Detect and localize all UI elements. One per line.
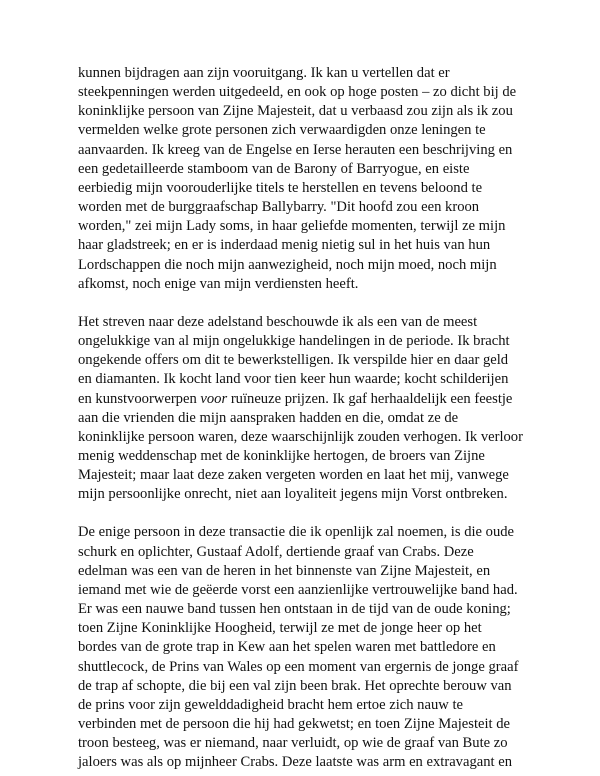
- text-line: koninklijke persoon waren, deze waarschijnlijk zouden verhogen. Ik verloor: [78, 428, 523, 445]
- paragraph-1: [78, 64, 530, 294]
- text-line: koninklijke persoon van Zijne Majesteit, dat u verbaasd zou zijn als ik zou: [78, 103, 513, 120]
- text-line: edelman was een van de heren in het binnenste van Zijne Majesteit, en: [78, 562, 491, 579]
- text-line: verbinden met de persoon die hij had gekwetst; en toen Zijne Majesteit de: [78, 716, 511, 732]
- text-line: mijn persoonlijke onrecht, niet aan loyaliteit jegens mijn Vorst ontbreken.: [78, 486, 508, 503]
- document-page: [78, 64, 530, 772]
- text-segment: en kunstvoorwerpen: [78, 390, 201, 407]
- text-line: haar gladstreek; en er is inderdaad menig nietig sul in het huis van hun: [78, 237, 491, 254]
- emphasis-text: voor: [200, 390, 228, 407]
- text-line-with-emphasis: [78, 390, 530, 409]
- text-line: iemand met wie de geëerde vorst een aanzienlijke vertrouwelijke band had.: [78, 581, 518, 598]
- text-segment: ruïneuze prijzen. Ik gaf herhaaldelijk een feestje: [227, 390, 513, 407]
- text-line: ongelukkige van al mijn ongelukkige handelingen in de periode. Ik bracht: [78, 333, 510, 350]
- text-line: afkomst, noch enige van mijn verdiensten heeft.: [78, 275, 359, 292]
- text-line: toen Zijne Koninklijke Hoogheid, terwijl ze met de jonge heer op het: [78, 620, 482, 637]
- text-line: vermelden welke grote personen zich verwaardigden onze leningen te: [78, 122, 486, 139]
- text-line: bordes van de grote trap in Kew aan het spelen waren met battledore en: [78, 639, 496, 656]
- text-line: shuttlecock, de Prins van Wales op een moment van ergernis de jonge graaf: [78, 658, 519, 675]
- text-line: en diamanten. Ik kocht land voor tien keer hun waarde; kocht schilderijen: [78, 371, 509, 388]
- text-line: kunnen bijdragen aan zijn vooruitgang. Ik kan u vertellen dat er: [78, 65, 450, 81]
- text-line: de prins voor zijn gewelddadigheid bracht hem ertoe zich nauw te: [78, 696, 463, 713]
- text-line: jaloers was als op mijnheer Crabs. Deze laatste was arm en extravagant en: [78, 754, 512, 771]
- text-line: menig weddenschap met de koninklijke hertogen, de broers van Zijne: [78, 447, 485, 464]
- text-line: Er was een nauwe band tussen hen ontstaan in de tijd van de oude koning;: [78, 601, 511, 618]
- text-line: de trap af schopte, die bij een val zijn been brak. Het oprechte berouw van: [78, 677, 512, 694]
- text-line: Het streven naar deze adelstand beschouwde ik als een van de meest: [78, 313, 478, 330]
- text-line: worden," zei mijn Lady soms, in haar geliefde momenten, terwijl ze mijn: [78, 218, 506, 235]
- text-line: Lordschappen die noch mijn aanwezigheid, noch mijn moed, noch mijn: [78, 256, 497, 273]
- text-line: eerbiedig mijn voorouderlijke titels te herstellen en tevens beloond te: [78, 179, 483, 196]
- text-line: steekpenningen werden uitgedeeld, en ook op hoge posten – zo dicht bij de: [78, 84, 517, 101]
- text-line: De enige persoon in deze transactie die ik openlijk zal noemen, is die oude: [78, 524, 515, 541]
- text-line: aanvaarden. Ik kreeg van de Engelse en Ierse herauten een beschrijving en: [78, 141, 513, 158]
- text-line: schurk en oplichter, Gustaaf Adolf, dertiende graaf van Crabs. Deze: [78, 543, 474, 560]
- paragraph-3: [78, 523, 530, 772]
- paragraph-2: [78, 313, 530, 505]
- text-line: worden met de burggraafschap Ballybarry. "Dit hoofd zou een kroon: [78, 199, 480, 216]
- text-line: ongekende offers om dit te bewerkstelligen. Ik verspilde hier en daar geld: [78, 352, 509, 369]
- text-line: troon besteeg, was er niemand, naar verluidt, op wie de graaf van Bute zo: [78, 735, 508, 752]
- text-line: Majesteit; maar laat deze zaken vergeten worden en laat het mij, vanwege: [78, 467, 509, 484]
- text-line: een gedetailleerde stamboom van de Barony of Barryogue, en eiste: [78, 160, 470, 177]
- text-line: aan die vrienden die mijn aanspraken hadden en die, omdat ze de: [78, 409, 459, 426]
